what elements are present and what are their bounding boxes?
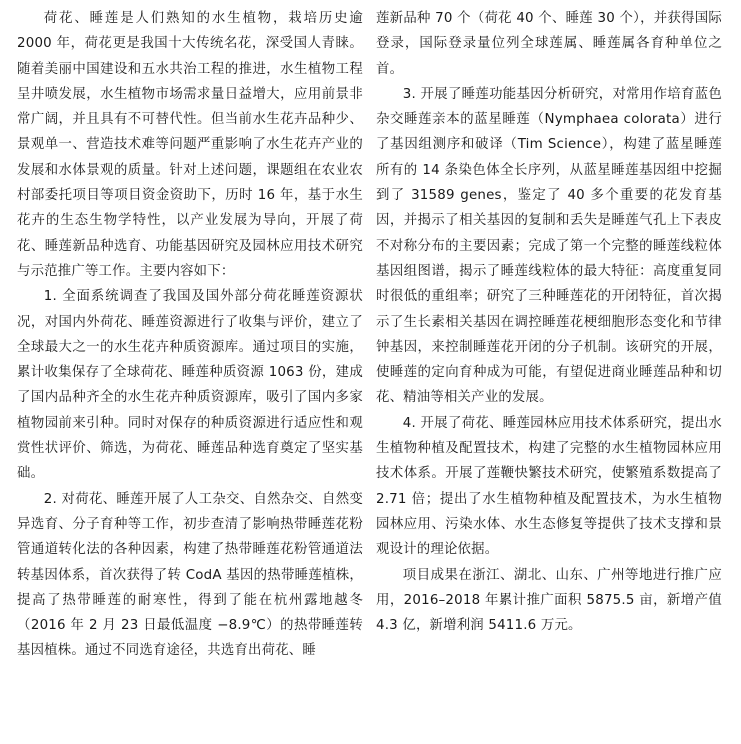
results-paragraph: 项目成果在浙江、湖北、山东、广州等地进行推广应用，2016–2018 年累计推广面积 5875.5 亩，新增产值 4.3 亿，新增利润 5411.6 万元。 <box>376 567 722 634</box>
point-4-paragraph: 4. 开展了荷花、睡莲园林应用技术体系研究，提出水生植物种植及配置技术，构建了完整的水生植物园林应用技术体系。开展了莲鞭快繁技术研究，使繁殖系数提高了 2.71 倍；提出了水生植物种植及配置技术，为水生植物园林应用、污染水体、水生态修复等提供了技术支撑和景观设计的理论依据。 <box>376 415 722 558</box>
point-2-paragraph: 2. 对荷花、睡莲开展了人工杂交、自然杂交、自然变异选育、分子育种等工作，初步查清了影响热带睡莲花粉管通道转化法的各种因素，构建了热带睡莲花粉管通道法转基因体系，首次获得了转 CodA 基因的热带睡莲植株，提高了热带睡莲的耐寒性，得到了能在杭州露地越冬（2016 年 2 月 23 日最低温度 −8.9℃）的热带睡莲转基因植株。通过不同选育途径，共选育出荷花、睡 <box>17 491 363 659</box>
point-2-continuation: 莲新品种 70 个（荷花 40 个、睡莲 30 个），并获得国际登录，国际登录量位列全球莲属、睡莲属各育种单位之首。 <box>376 11 722 77</box>
right-column <box>376 6 722 638</box>
point-3-paragraph: 3. 开展了睡莲功能基因分析研究，对常用作培育蓝色杂交睡莲亲本的蓝星睡莲（Nymphaea colorata）进行了基因组测序和破译（Tim Science），构建了蓝星睡莲所有的 14 条染色体全长序列，从蓝星睡莲基因组中挖掘到了 31589 genes，鉴定了 40 多个重要的花发育基因，并揭示了相关基因的复制和丢失是睡莲气孔上下表皮不对称分布的主要因素；完成了第一个完整的睡莲线粒体基因组图谱，揭示了睡莲线粒体的最大特征：高度重复同时很低的重组率；研究了三种睡莲花的开闭特征，首次揭示了生长素相关基因在调控睡莲花梗细胞形态变化和节律钟基因，来控制睡莲花开闭的分子机制。该研究的开展，使睡莲的定向育种成为可能，有望促进商业睡莲品种和切花、精油等相关产业的发展。 <box>376 86 722 406</box>
left-column <box>17 6 363 664</box>
intro-paragraph: 荷花、睡莲是人们熟知的水生植物，栽培历史逾 2000 年，荷花更是我国十大传统名花，深受国人青睐。随着美丽中国建设和五水共治工程的推进，水生植物工程呈井喷发展，水生植物市场需求量日益增大，应用前景非常广阔，并且具有不可替代性。但当前水生花卉品种少、景观单一、营造技术难等问题严重影响了水生花卉产业的发展和水体景观的质量。针对上述问题，课题组在农业农村部委托项目等项目资金资助下，历时 16 年，基于水生花卉的生态生物学特性，以产业发展为导向，开展了荷花、睡莲新品种选育、功能基因研究及园林应用技术研究与示范推广等工作。主要内容如下： <box>17 11 363 279</box>
point-1-paragraph: 1. 全面系统调查了我国及国外部分荷花睡莲资源状况，对国内外荷花、睡莲资源进行了收集与评价，建立了全球最大之一的水生花卉种质资源库。通过项目的实施，累计收集保存了全球荷花、睡莲种质资源 1063 份，建成了国内品种齐全的水生花卉种质资源库，吸引了国内多家植物园前来引种。同时对保存的种质资源进行适应性和观赏性状评价、筛选，为荷花、睡莲品种选育奠定了坚实基础。 <box>17 289 363 482</box>
